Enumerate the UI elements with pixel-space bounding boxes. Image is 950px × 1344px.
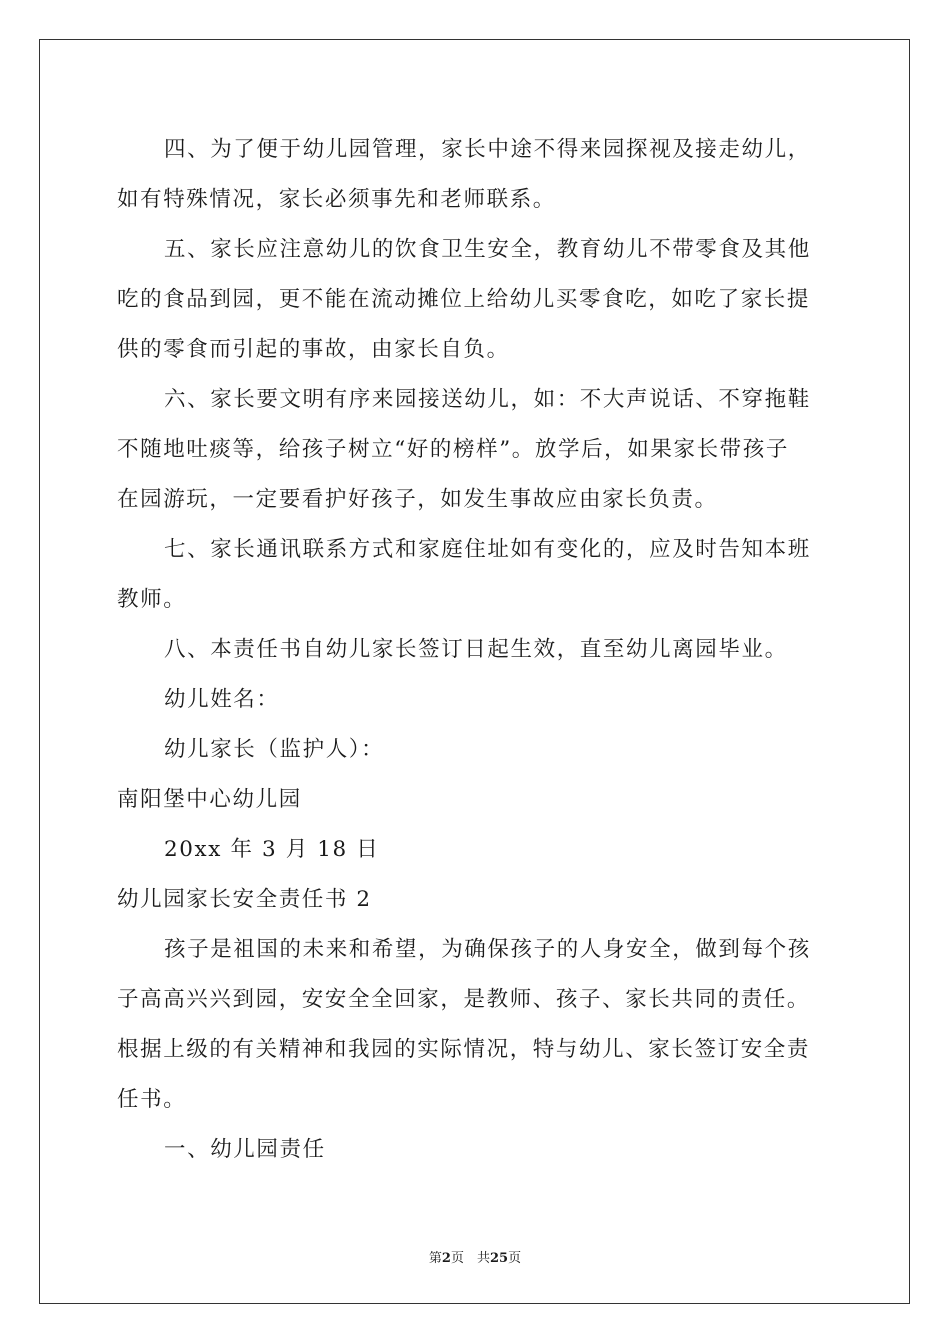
paragraph-line: 任书。	[117, 1087, 187, 1112]
paragraph-line: 五、家长应注意幼儿的饮食卫生安全，教育幼儿不带零食及其他	[164, 237, 811, 262]
guardian-label: 幼儿家长（监护人）：	[164, 737, 385, 762]
paragraph-line: 不随地吐痰等，给孩子树立“好的榜样”。放学后，如果家长带孩子	[117, 437, 789, 462]
paragraph-line: 八、本责任书自幼儿家长签订日起生效，直至幼儿离园毕业。	[164, 637, 788, 662]
paragraph-line: 供的零食而引起的事故，由家长自负。	[117, 337, 510, 362]
paragraph-line: 根据上级的有关精神和我园的实际情况，特与幼儿、家长签订安全责	[117, 1037, 811, 1062]
paragraph-line: 孩子是祖国的未来和希望，为确保孩子的人身安全，做到每个孩	[164, 937, 811, 962]
total-page-count: 25	[489, 1251, 509, 1266]
subsection-heading: 一、幼儿园责任	[164, 1137, 326, 1162]
current-page-number: 2	[441, 1251, 451, 1266]
paragraph-line: 吃的食品到园，更不能在流动摊位上给幼儿买零食吃，如吃了家长提	[117, 287, 811, 312]
document-date: 20xx 年 3 月 18 日	[164, 837, 380, 862]
paragraph-line: 在园游玩，一定要看护好孩子，如发生事故应由家长负责。	[117, 487, 718, 512]
paragraph-line: 七、家长通讯联系方式和家庭住址如有变化的，应及时告知本班	[164, 537, 811, 562]
paragraph-line: 教师。	[117, 587, 187, 612]
footer-suffix: 页	[508, 1251, 522, 1266]
child-name-label: 幼儿姓名：	[164, 687, 280, 712]
page-footer	[0, 1247, 950, 1266]
paragraph-line: 如有特殊情况，家长必须事先和老师联系。	[117, 187, 556, 212]
paragraph-line: 六、家长要文明有序来园接送幼儿，如：不大声说话、不穿拖鞋	[164, 387, 811, 412]
paragraph-line: 四、为了便于幼儿园管理，家长中途不得来园探视及接走幼儿，	[164, 137, 811, 162]
page-frame	[39, 39, 910, 1304]
paragraph-line: 子高高兴兴到园，安安全全回家，是教师、孩子、家长共同的责任。	[117, 987, 811, 1012]
kindergarten-name: 南阳堡中心幼儿园	[117, 787, 302, 812]
footer-mid: 页 共	[450, 1251, 490, 1266]
footer-prefix: 第	[428, 1251, 442, 1266]
section-title: 幼儿园家长安全责任书 2	[117, 887, 372, 912]
